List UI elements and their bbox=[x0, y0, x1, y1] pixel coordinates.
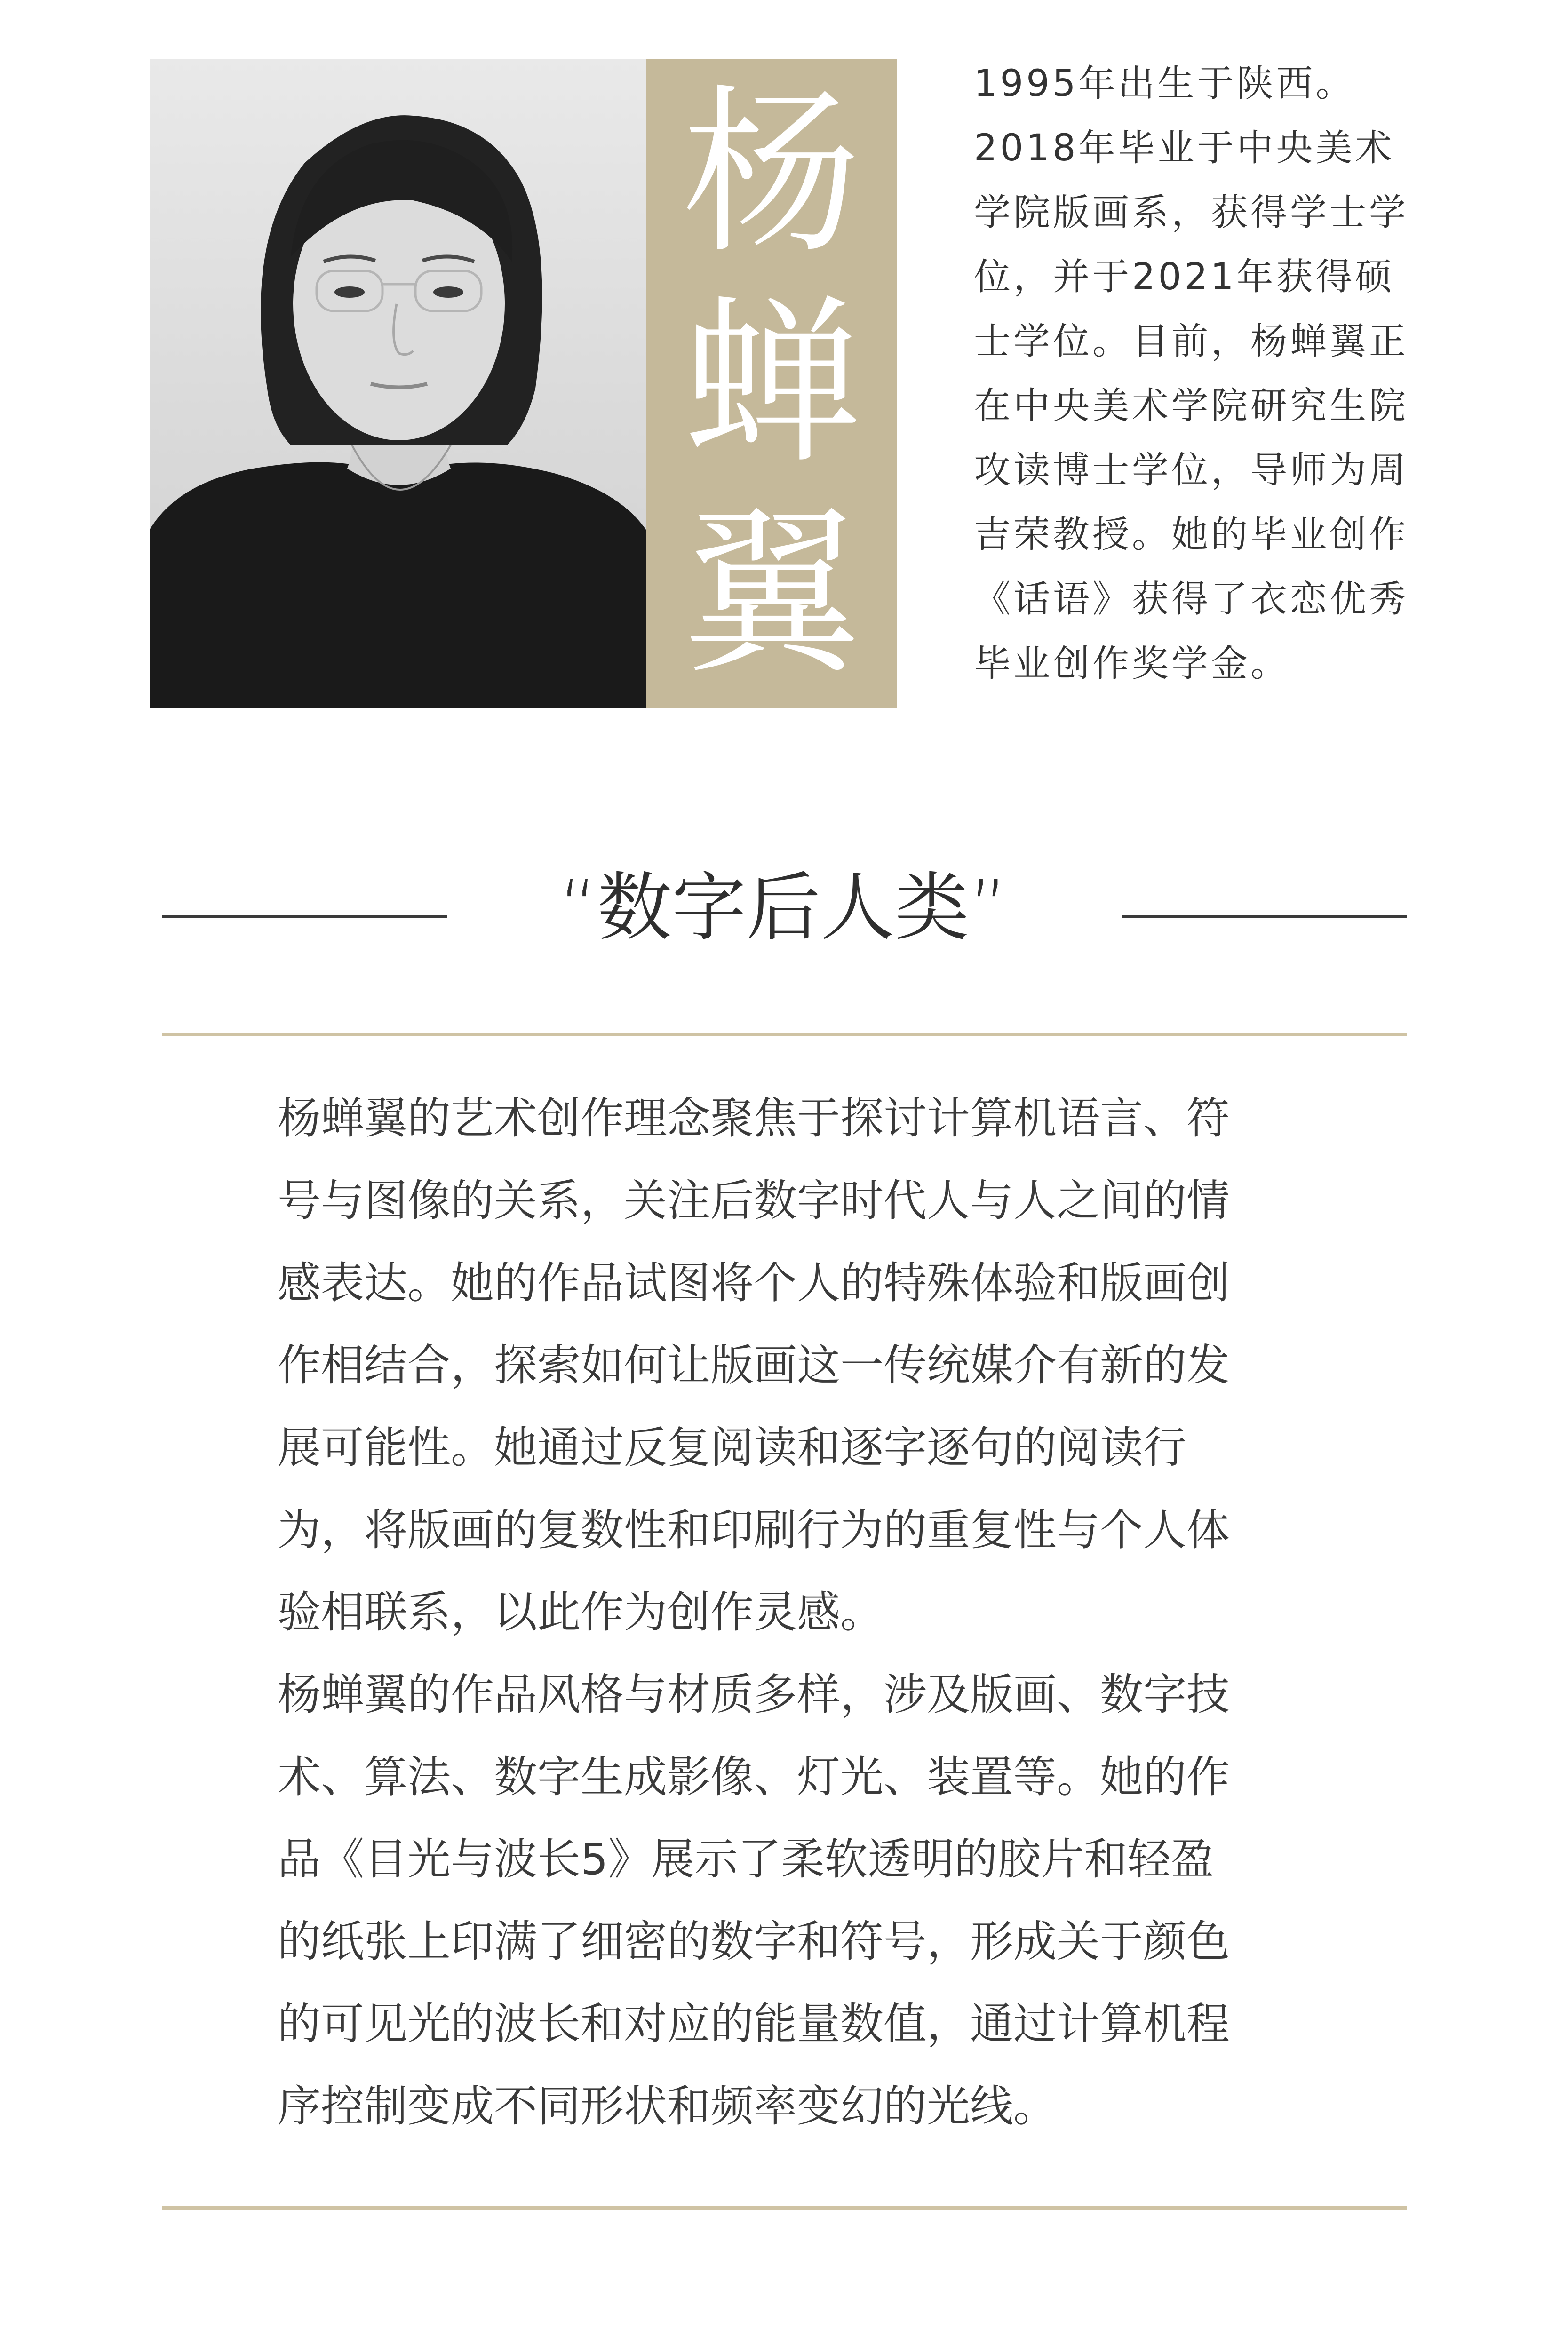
bio-line: 毕业创作奖学金。 bbox=[974, 643, 1290, 685]
artist-portrait-photo bbox=[150, 59, 646, 708]
statement-line: 为，将版画的复数性和印刷行为的重复性与个人体 bbox=[278, 1505, 1230, 1555]
section-heading: “数字后人类” bbox=[559, 865, 1008, 951]
bio-line: 2018年毕业于中央美术 bbox=[974, 127, 1395, 169]
portrait-illustration bbox=[150, 59, 646, 708]
statement-line: 展可能性。她通过反复阅读和逐字逐句的阅读行 bbox=[278, 1422, 1187, 1473]
statement-line: 验相联系，以此作为创作灵感。 bbox=[278, 1587, 884, 1637]
statement-line: 的可见光的波长和对应的能量数值，通过计算机程 bbox=[278, 1999, 1230, 2049]
name-char-1: 杨 bbox=[682, 69, 861, 278]
bio-line: 学院版画系，获得学士学 bbox=[974, 191, 1409, 234]
bio-line: 《话语》获得了衣恋优秀 bbox=[974, 578, 1409, 620]
statement-line: 号与图像的关系，关注后数字时代人与人之间的情 bbox=[278, 1176, 1230, 1226]
bio-line: 吉荣教授。她的毕业创作 bbox=[974, 514, 1409, 556]
statement-line: 品《目光与波长5》展示了柔软透明的胶片和轻盈 bbox=[278, 1834, 1214, 1884]
heading-rule-left bbox=[162, 915, 447, 918]
bio-line: 1995年出生于陕西。 bbox=[974, 63, 1355, 105]
bio-line: 在中央美术学院研究生院 bbox=[974, 385, 1409, 427]
heading-rule-right bbox=[1122, 915, 1407, 918]
statement-line: 的纸张上印满了细密的数字和符号，形成关于颜色 bbox=[278, 1916, 1230, 1967]
bio-line: 位，并于2021年获得硕 bbox=[974, 256, 1395, 298]
divider-bottom bbox=[162, 2206, 1407, 2210]
bio-line: 士学位。目前，杨蝉翼正 bbox=[974, 320, 1409, 363]
statement-line: 感表达。她的作品试图将个人的特殊体验和版画创 bbox=[278, 1258, 1230, 1308]
bio-line: 攻读博士学位，导师为周 bbox=[974, 449, 1409, 492]
statement-line: 术、算法、数字生成影像、灯光、装置等。她的作 bbox=[278, 1752, 1230, 1802]
artist-statement bbox=[278, 1077, 1298, 2147]
name-char-3: 翼 bbox=[682, 489, 861, 698]
statement-line: 作相结合，探索如何让版画这一传统媒介有新的发 bbox=[278, 1340, 1230, 1391]
name-char-2: 蝉 bbox=[682, 279, 861, 488]
artist-name-vertical bbox=[646, 59, 897, 708]
statement-line: 杨蝉翼的艺术创作理念聚焦于探讨计算机语言、符 bbox=[278, 1093, 1230, 1144]
divider-top bbox=[162, 1033, 1407, 1036]
statement-line: 杨蝉翼的作品风格与材质多样，涉及版画、数字技 bbox=[278, 1669, 1230, 1720]
artist-bio bbox=[974, 52, 1444, 696]
statement-line: 序控制变成不同形状和频率变幻的光线。 bbox=[278, 2081, 1057, 2131]
